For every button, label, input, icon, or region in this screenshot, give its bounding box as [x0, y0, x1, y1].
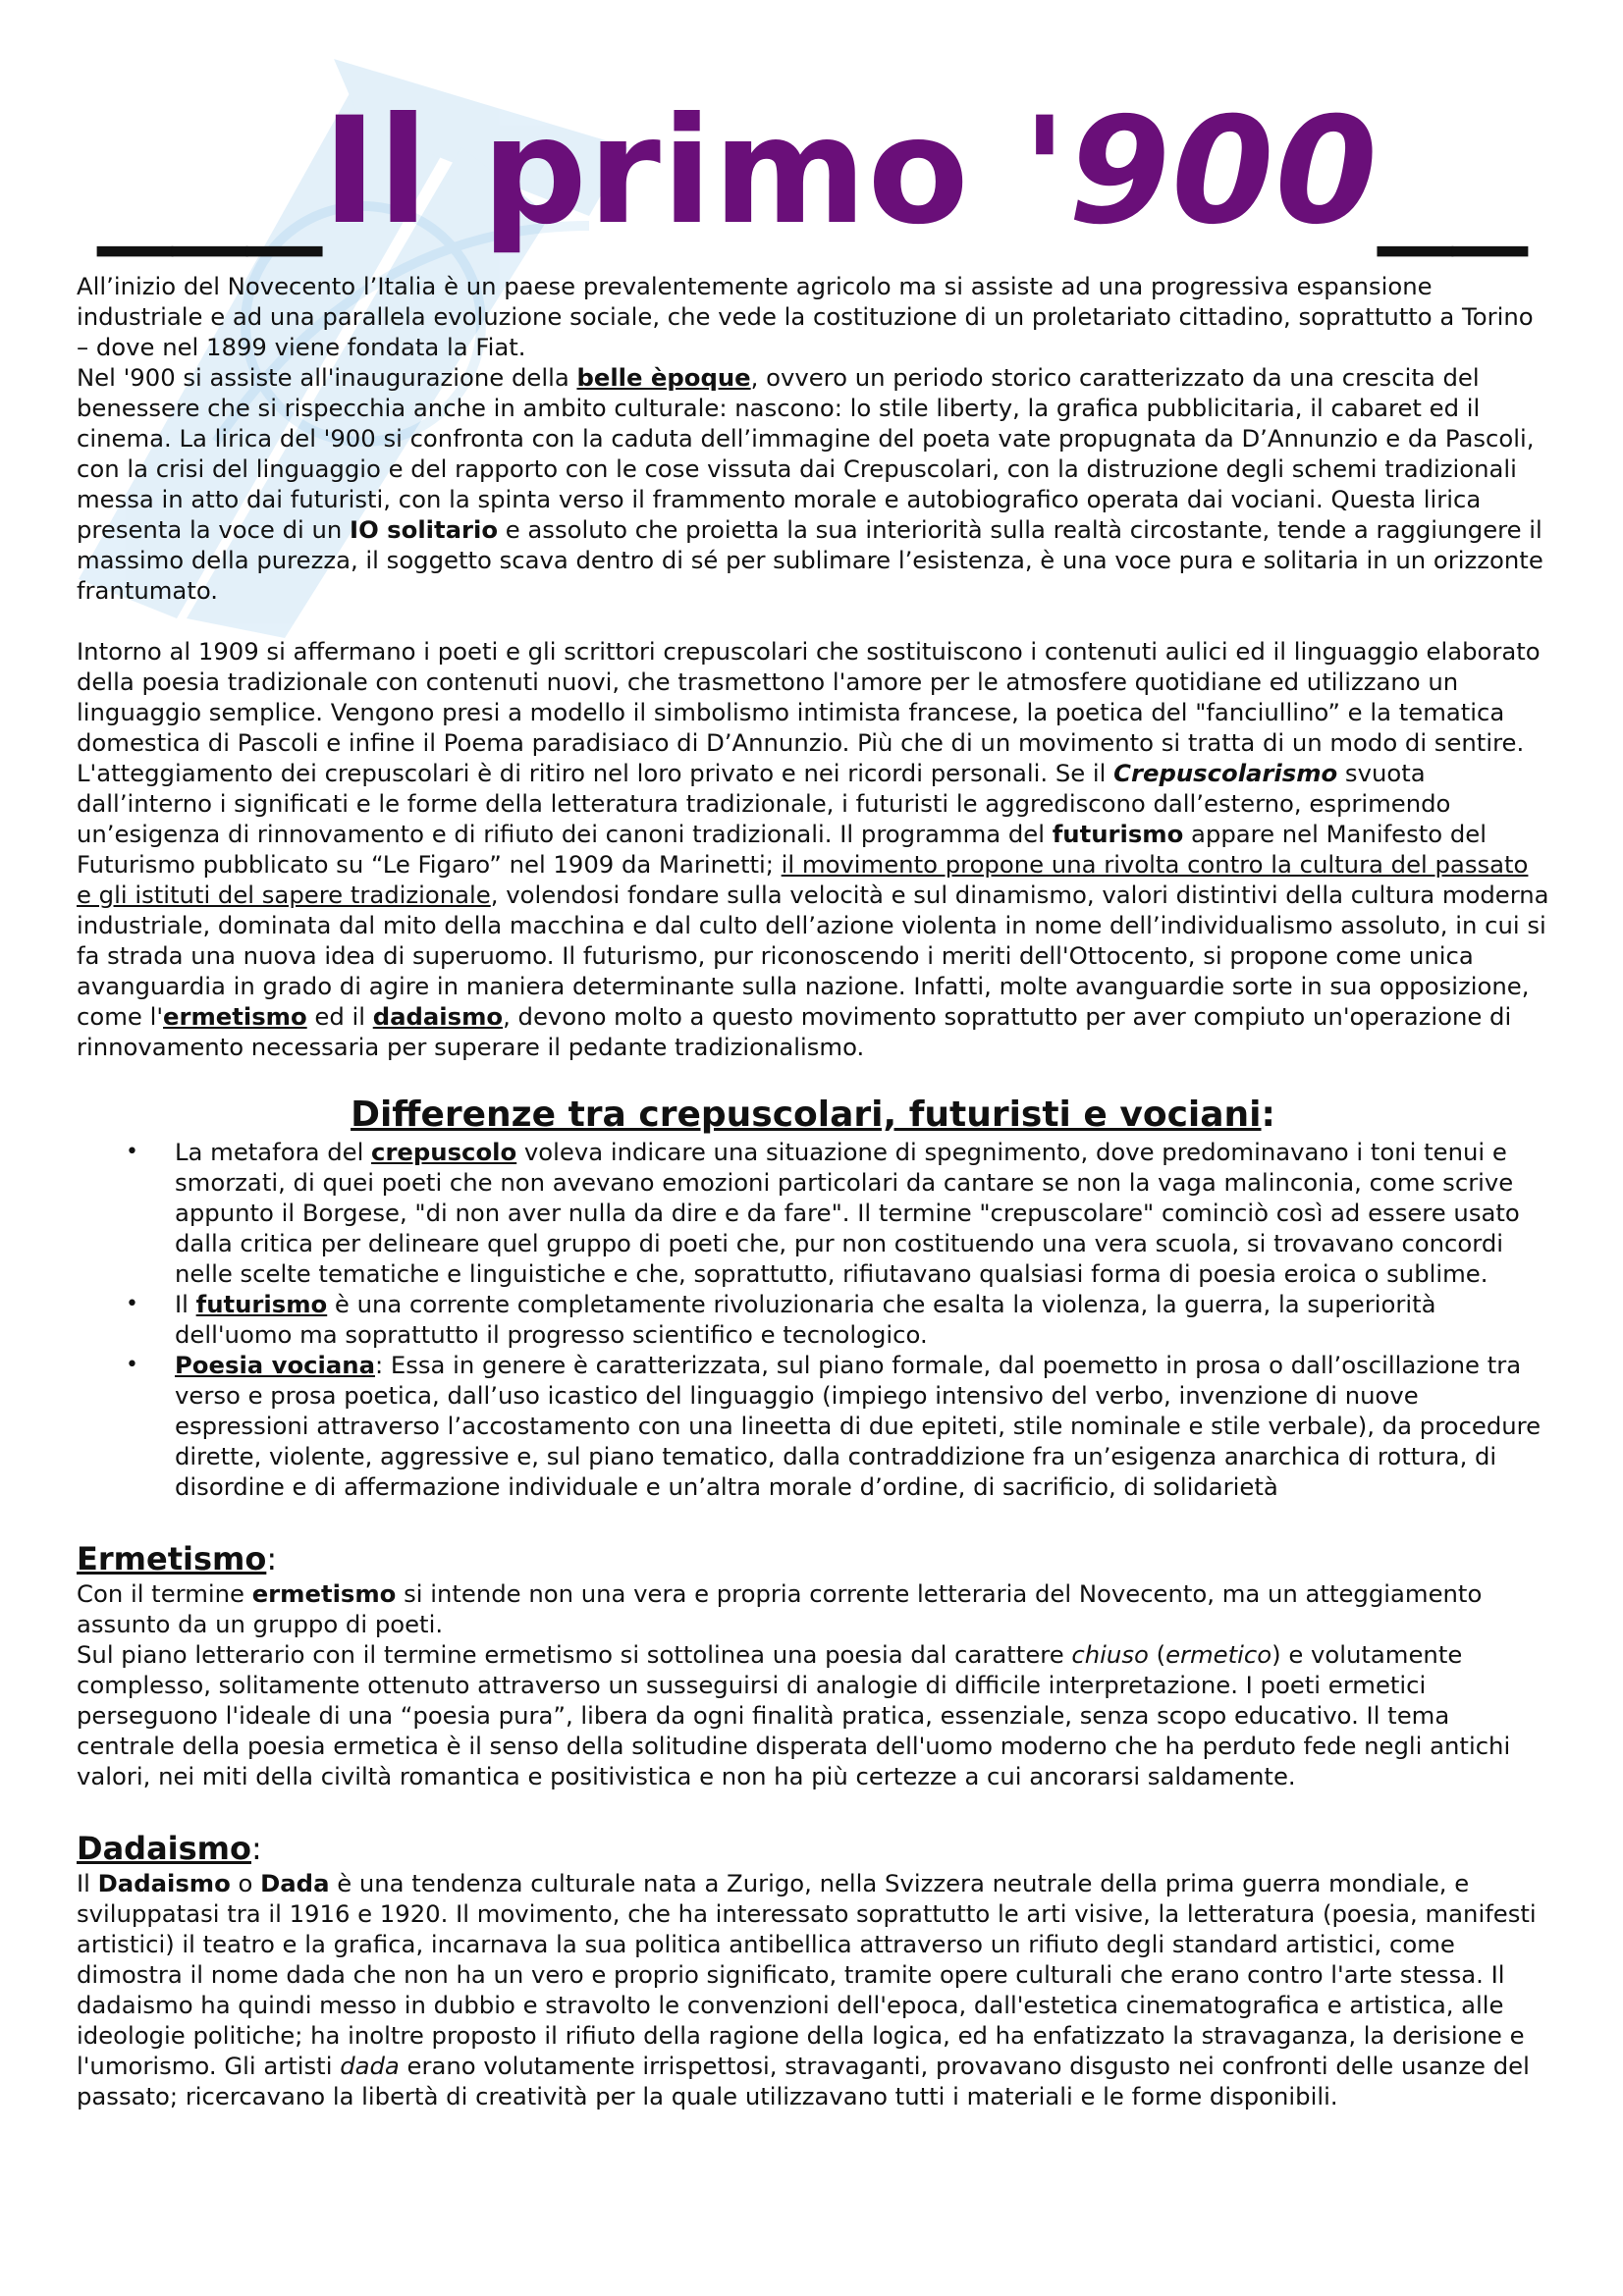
ermetismo-term: ermetismo — [163, 1002, 307, 1031]
io-solitario-term: IO solitario — [350, 515, 499, 544]
list-item: • La metafora del crepuscolo voleva indicare una situazione di spegnimento, dove predominavano i toni tenui e smorzati, di quei poeti che non avevano emozioni particolari da cantare se non la vaga malinconia, come scrive appunto il Borgese, "di non aver nulla da dire e da fare". Il termine "crepuscolare" cominciò così ad essere usato dalla critica per delineare quel gruppo di poeti che, pur non costituendo una vera scuola, si trovavano concordi nelle scelte tematiche e linguistiche e che, soprattutto, rifiutavano qualsiasi forma di poesia eroica o sublime. — [126, 1138, 1520, 1288]
dadaismo-paragraph: Il Dadaismo o Dada è una tendenza culturale nata a Zurigo, nella Svizzera neutrale della prima guerra mondiale, e sviluppatasi tra il 1916 e 1920. Il movimento, che ha interessato soprattutto le arti visive, la letteratura (poesia, manifesti artistici) il teatro e la grafica, incarnava la sua politica antibellica attraverso un rifiuto degli standard artistici, come dimostra il nome dada che non ha un vero e proprio significato, tramite opere culturali che erano contro l'arte stessa. Il dadaismo ha quindi messo in dubbio e stravolto le convenzioni dell'epoca, dall'estetica cinematografica e artistica, alle ideologie politiche; ha inoltre proposto il rifiuto della ragione della logica, ed ha enfatizzato la stravaganza, la derisione e l'umorismo. Gli artisti dada erano volutamente irrispettosi, stravaganti, provavano disgusto nei confronti delle usanze del passato; ricercavano la libertà di creatività per la quale utilizzavano tutti i materiali e le forme disponibili. — [77, 1869, 1537, 2110]
differenze-list — [77, 1137, 1549, 1502]
ermetismo-heading: Ermetismo: — [77, 1540, 278, 1577]
bullet-icon: • — [126, 1292, 138, 1316]
ermetismo-paragraph-2: Sul piano letterario con il termine ermetismo si sottolinea una poesia dal carattere chiuso (ermetico) e volutamente complesso, solitamente ottenuto attraverso un susseguirsi di analogie di difficile interpretazione. I poeti ermetici perseguono l'ideale di una “poesia pura”, libera da ogni finalità pratica, essenziale, senza scopo educativo. Il tema centrale della poesia ermetica è il senso della solitudine disperata dell'uomo moderno che ha perduto fede negli antichi valori, nei miti della civiltà romantica e positivistica e non ha più certezze a cui ancorarsi saldamente. — [77, 1640, 1511, 1790]
ermetismo-paragraph-1: Con il termine ermetismo si intende non una vera e propria corrente letteraria del Novecento, ma un atteggiamento assunto da un gruppo di poeti. — [77, 1579, 1483, 1638]
dadaismo-heading: Dadaismo: — [77, 1830, 262, 1867]
intro-section — [77, 271, 1549, 1062]
belle-epoque-term: belle èpoque — [576, 363, 751, 392]
document-page — [77, 88, 1549, 2111]
dadaismo-section — [77, 1868, 1549, 2111]
differenze-heading: Differenze tra crepuscolari, futuristi e vociani: — [351, 1095, 1275, 1135]
list-item: • Poesia vociana: Essa in genere è caratterizzata, sul piano formale, dal poemetto in prosa o dall’oscillazione tra verso e prosa poetica, dall’uso icastico del linguaggio (impiego intensivo del verbo, invenzione di nuove espressioni attraverso l’accostamento con una lineetta di due epiteti, stile nominale e stile verbale), da procedure dirette, violente, aggressive e, sul piano tematico, dalla contraddizione fra un’esigenza anarchica di rottura, di disordine e di affermazione individuale e un’altra morale d’ordine, di sacrificio, di solidarietà — [126, 1351, 1542, 1501]
crepuscolari-paragraph: Intorno al 1909 si affermano i poeti e gli scrittori crepuscolari che sostituiscono i contenuti aulici ed il linguaggio elaborato della poesia tradizionale con contenuti nuovi, che trasmettono l'amore per le atmosfere quotidiane ed utilizzano un linguaggio semplice. Vengono presi a modello il simbolismo intimista francese, la poetica del "fanciullino” e la tematica domestica di Pascoli e infine il Poema paradisiaco di D’Annunzio. Più che di un movimento si tratta di un modo di sentire. L'atteggiamento dei crepuscolari è di ritiro nel loro privato e nei ricordi personali. Se il Crepuscolarismo svuota dall’interno i significati e le forme della letteratura tradizionale, i futuristi le aggrediscono dall’esterno, esprimendo un’esigenza di rinnovamento e di rifiuto dei canoni tradizionali. Il programma del futurismo appare nel Manifesto del Futurismo pubblicato su “Le Figaro” nel 1909 da Marinetti; il movimento propone una rivolta contro la cultura del passato e gli istituti del sapere tradizionale, volendosi fondare sulla velocità e sul dinamismo, valori distintivi della cultura moderna industriale, dominata dal mito della macchina e dal culto dell’azione violenta in nome dell’individualismo assoluto, in cui si fa strada una nuova idea di superuomo. Il futurismo, pur riconoscendo i meriti dell'Ottocento, si propone come unica avanguardia in grado di agire in maniera determinante sulla nazione. Infatti, molte avanguardie sorte in sua opposizione, come l'ermetismo ed il dadaismo, devono molto a questo movimento soprattutto per aver compiuto un'operazione di rinnovamento necessaria per superare il pedante tradizionalismo. — [77, 637, 1549, 1061]
list-item: • Il futurismo è una corrente completamente rivoluzionaria che esalta la violenza, la guerra, la superiorità dell'uomo ma soprattutto il progresso scientifico e tecnologico. — [126, 1290, 1436, 1349]
bullet-icon: • — [126, 1140, 138, 1164]
underlined-statement: il movimento propone una rivolta contro la cultura del passato e gli istituti del sapere tradizionale — [77, 850, 1529, 909]
page-title: ___Il primo '900__ — [98, 86, 1528, 257]
intro-paragraph-1: All’inizio del Novecento l’Italia è un paese prevalentemente agricolo ma si assiste ad una progressiva espansione industriale e ad una parallela evoluzione sociale, che vede la costituzione di un proletariato cittadino, soprattutto a Torino – dove nel 1899 viene fondata la Fiat. — [77, 272, 1534, 361]
intro-paragraph-2: Nel '900 si assiste all'inaugurazione della belle èpoque, ovvero un periodo storico caratterizzato da una crescita del benessere che si rispecchia anche in ambito culturale: nascono: lo stile liberty, la grafica pubblicitaria, il cabaret ed il cinema. La lirica del '900 si confronta con la caduta dell’immagine del poeta vate propugnata da D’Annunzio e da Pascoli, con la crisi del linguaggio e del rapporto con le cose vissuta dai Crepuscolari, con la distruzione degli schemi tradizionali messa in atto dai futuristi, con la spinta verso il frammento morale e autobiografico operata dai vociani. Questa lirica presenta la voce di un IO solitario e assoluto che proietta la sua interiorità sulla realtà circostante, tende a raggiungere il massimo della purezza, il soggetto scava dentro di sé per sublimare l’esistenza, è una voce pura e solitaria in un orizzonte frantumato. — [77, 363, 1543, 605]
futurismo-term: futurismo — [1052, 820, 1184, 848]
ermetismo-section — [77, 1578, 1549, 1791]
bullet-icon: • — [126, 1353, 138, 1377]
crepuscolarismo-term: Crepuscolarismo — [1113, 759, 1338, 787]
dadaismo-term: dadaismo — [372, 1002, 504, 1031]
